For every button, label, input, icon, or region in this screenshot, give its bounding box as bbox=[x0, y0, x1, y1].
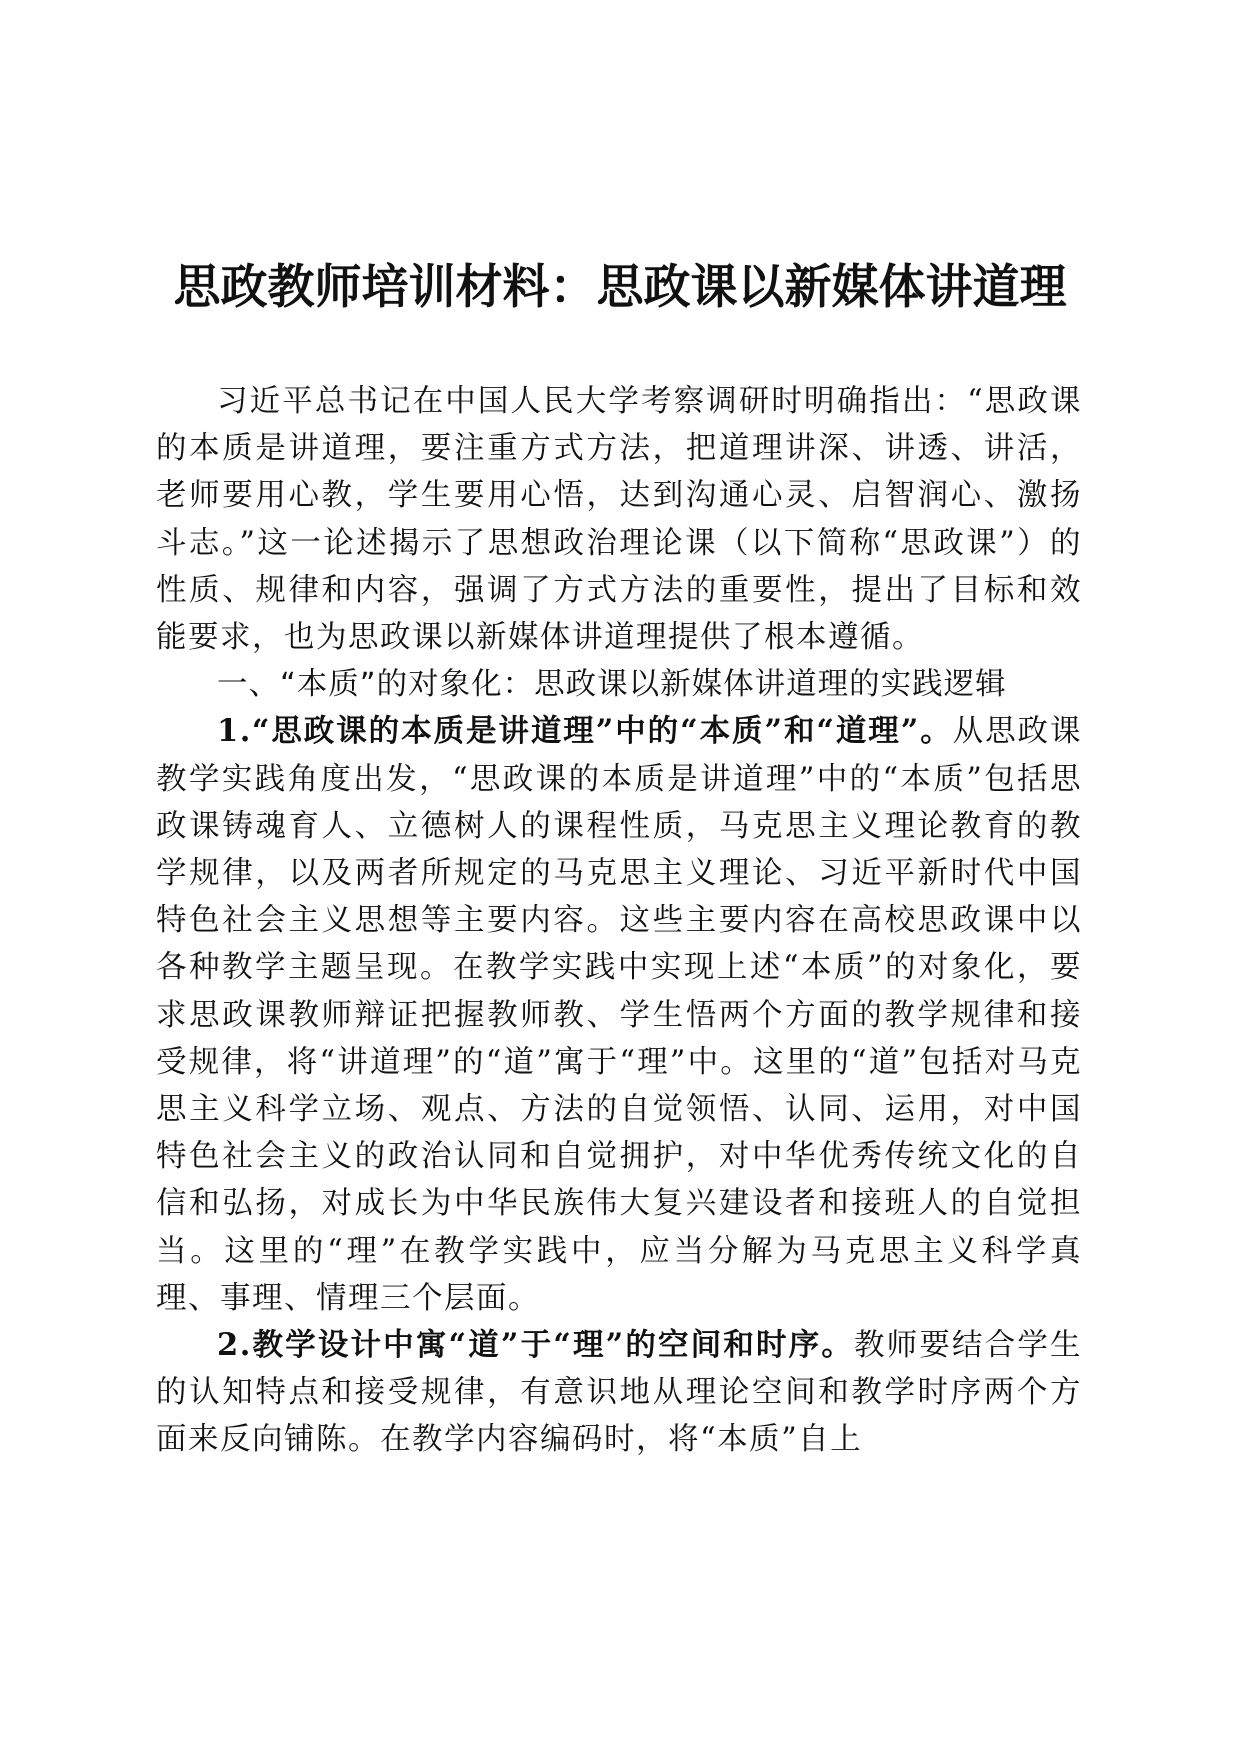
document-title: 思政教师培训材料：思政课以新媒体讲道理 bbox=[173, 260, 1067, 315]
point-2-lead: 2.教学设计中寓“道”于“理”的空间和时序。 bbox=[217, 1327, 855, 1364]
point-2-text: 教师要结合学生的认知特点和接受规律，有意识地从理论空间和教学时序两个方面来反向铺陈。在教学内容编码时，将“本质”自上 bbox=[156, 1328, 1083, 1458]
section-heading-1: 一、“本质”的对象化：思政课以新媒体讲道理的实践逻辑 bbox=[217, 667, 1007, 703]
point-1-text: 从思政课教学实践角度出发，“思政课的本质是讲道理”中的“本质”包括思政课铸魂育人、立德树人的课程性质，马克思主义理论教育的教学规律，以及两者所规定的马克思主义理论、习近平新时代中国特色社会主义思想等主要内容。这些主要内容在高校思政课中以各种教学主题呈现。在教学实践中实现上述“本质”的对象化，要求思政课教师辩证把握教师教、学生悟两个方面的教学规律和接受规律，将“讲道理”的“道”寓于“理”中。这里的“道”包括对马克思主义科学立场、观点、方法的自觉领悟、认同、运用，对中国特色社会主义的政治认同和自觉拥护，对中华优秀传统文化的自信和弘扬，对成长为中华民族伟大复兴建设者和接班人的自觉担当。这里的“理”在教学实践中，应当分解为马克思主义科学真理、事理、情理三个层面。 bbox=[156, 714, 1082, 1316]
document-body bbox=[156, 378, 1082, 1464]
point-1-paragraph bbox=[156, 708, 1082, 1322]
point-2-paragraph bbox=[156, 1322, 1082, 1464]
intro-paragraph: 习近平总书记在中国人民大学考察调研时明确指出：“思政课的本质是讲道理，要注重方式方法，把道理讲深、讲透、讲活，老师要用心教，学生要用心悟，达到沟通心灵、启智润心、激扬斗志。”这一论述揭示了思想政治理论课（以下简称“思政课”）的性质、规律和内容，强调了方式方法的重要性，提出了目标和效能要求，也为思政课以新媒体讲道理提供了根本遵循。 bbox=[156, 384, 1082, 656]
point-1-lead: 1.“思政课的本质是讲道理”中的“本质”和“道理”。 bbox=[217, 713, 953, 750]
